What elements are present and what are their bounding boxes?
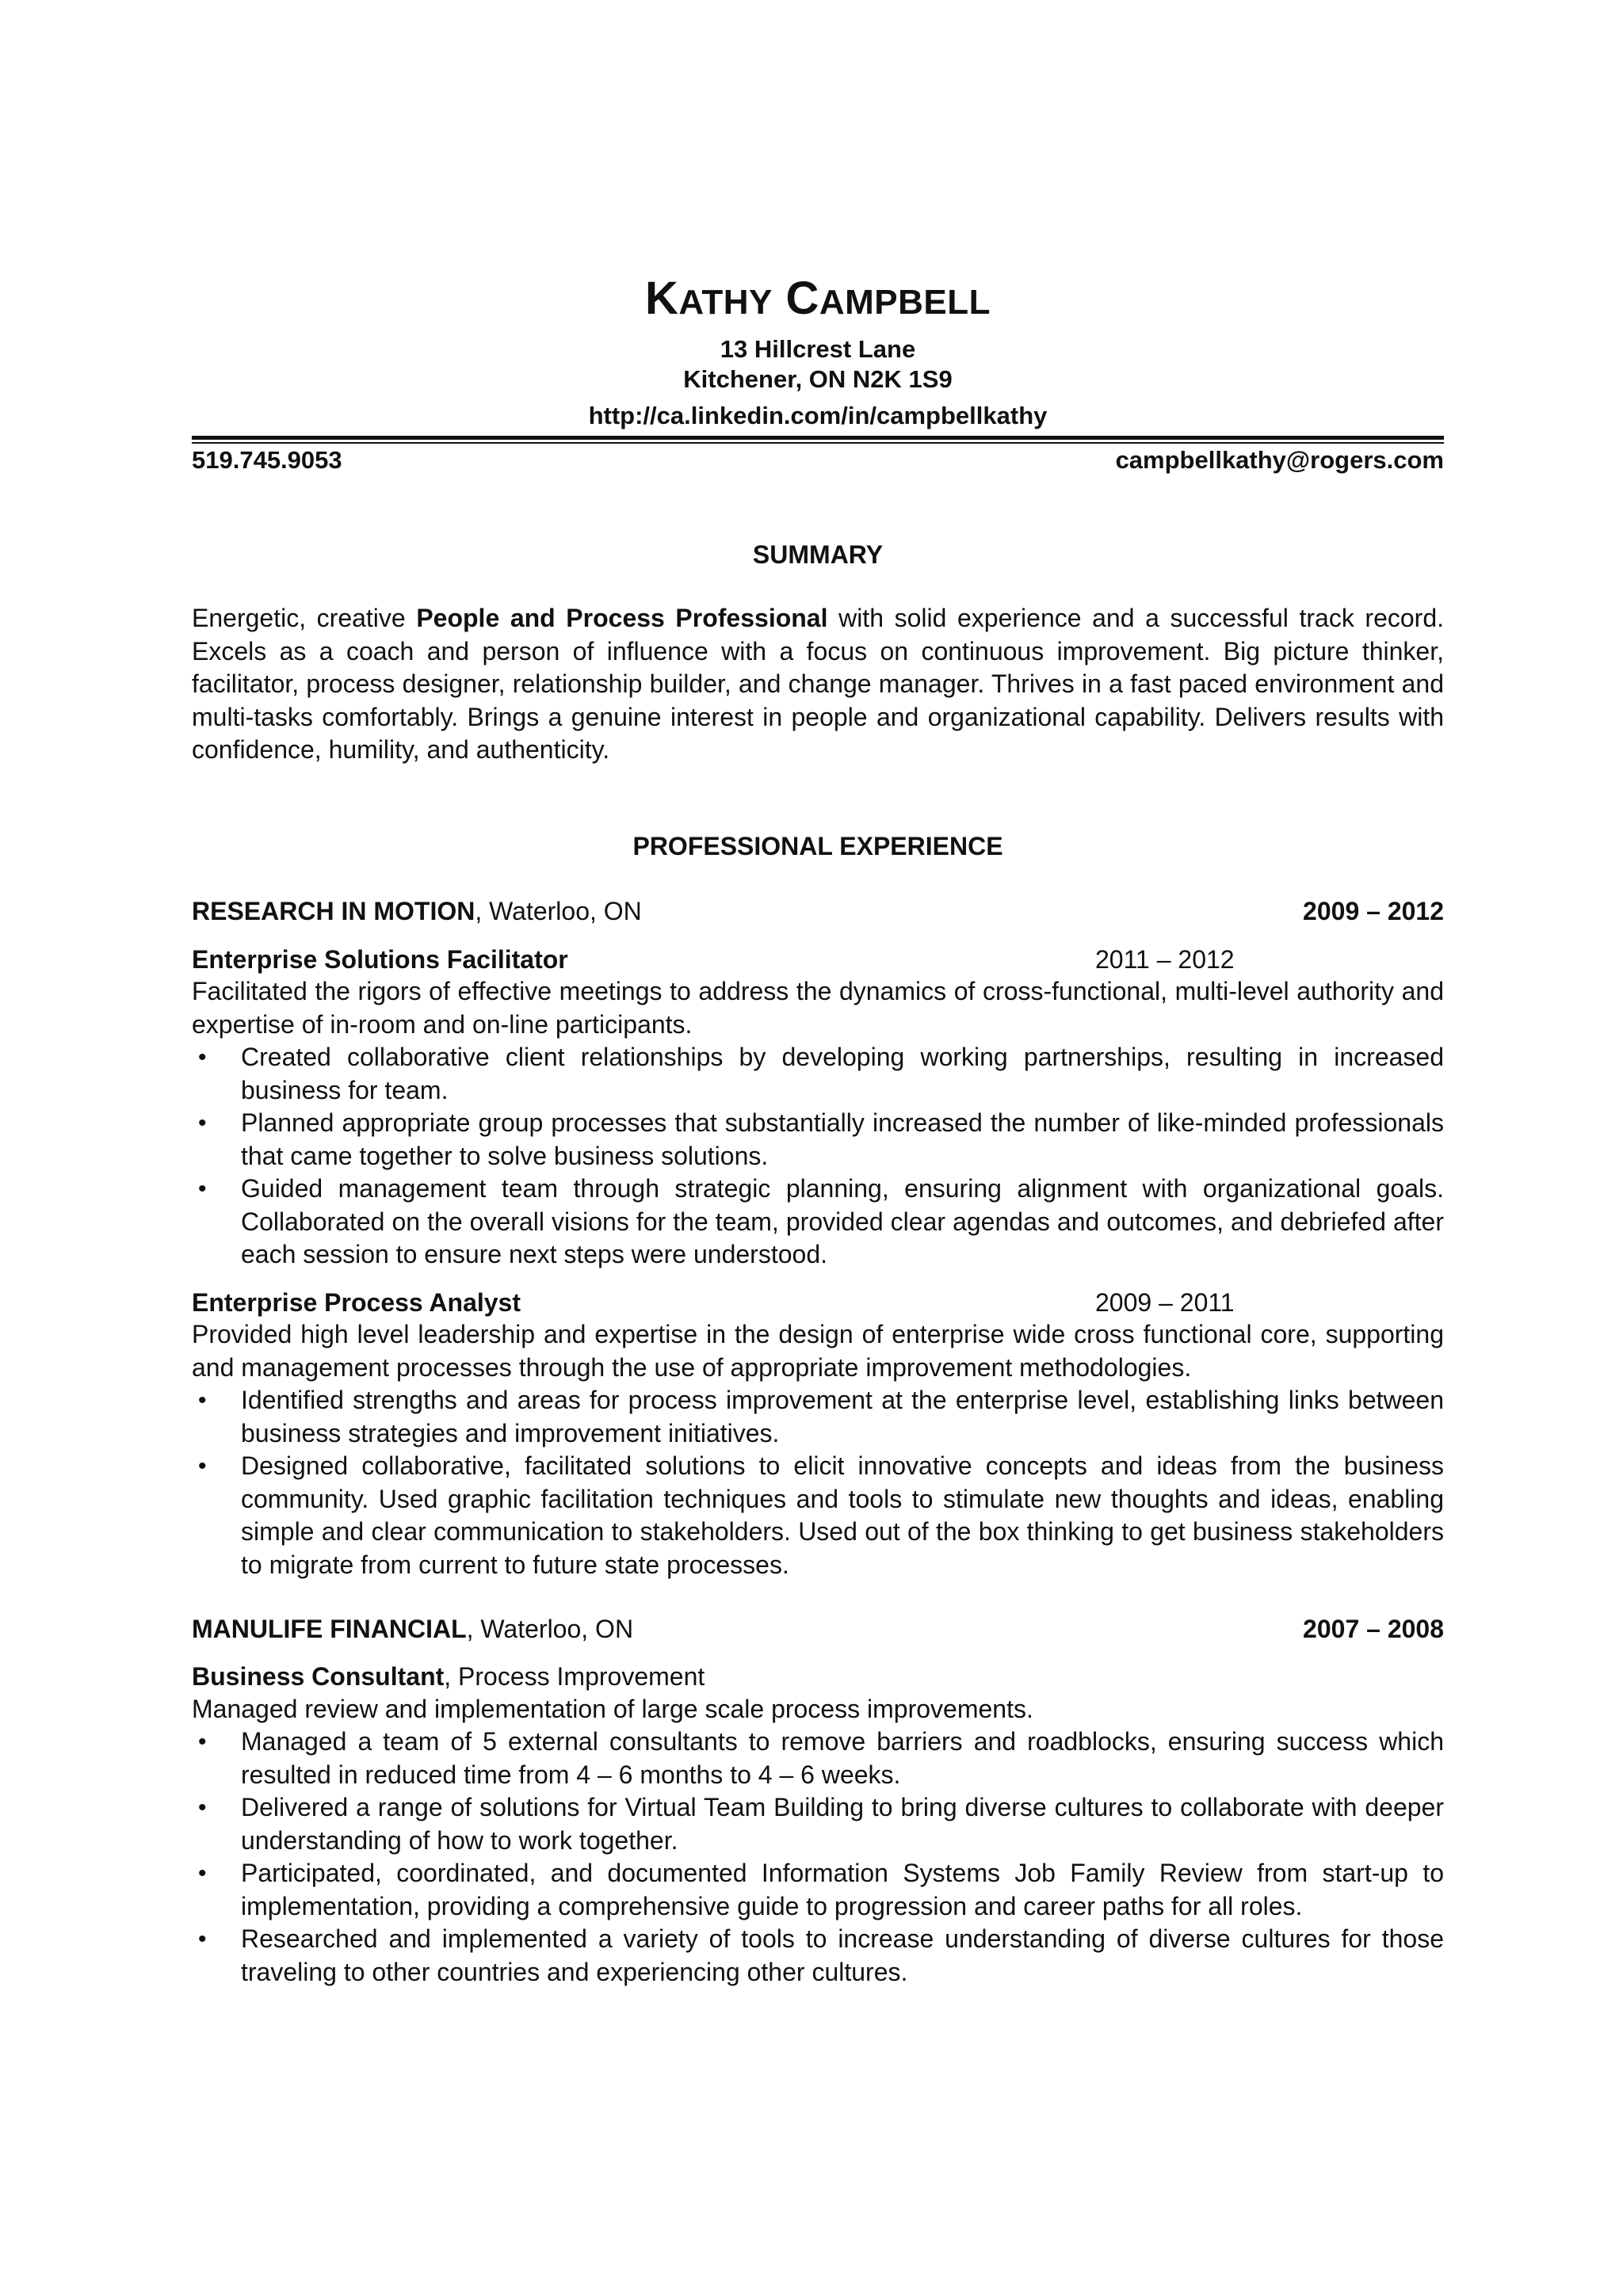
name-last-rest: AMPBELL	[819, 283, 991, 322]
role-bullets	[192, 1726, 1444, 1989]
bullet-text: Participated, coordinated, and documented Information Systems Job Family Review from start-up to implementation, providing a comprehensive guide to progression and career paths for all roles.	[241, 1859, 1444, 1920]
summary-body: with solid experience and a successful track record. Excels as a coach and person of influence with a focus on continuous improvement. Big picture thinker, facilitator, process designer, relationship builder, and change manager. Thrives in a fast paced environment and multi-tasks comfortably. Brings a genuine interest in people and organizational capability. Delivers results with confidence, humility, and authenticity.	[192, 604, 1445, 764]
role-heading	[192, 944, 1444, 975]
bullet-icon: •	[198, 1044, 207, 1070]
bullet-text: Researched and implemented a variety of tools to increase understanding of diverse cultures for those traveling to other countries and experiencing other cultures.	[241, 1924, 1444, 1986]
phone-number: 519.745.9053	[192, 446, 342, 474]
employer-heading	[192, 895, 1444, 927]
employer-heading	[192, 1613, 1444, 1645]
address-line-1: 13 Hillcrest Lane	[720, 335, 916, 363]
role-description: Provided high level leadership and expertise in the design of enterprise wide cross functional core, supporting and management processes through the use of appropriate improvement methodologies.	[192, 1320, 1444, 1382]
employer-location: , Waterloo, ON	[466, 1615, 634, 1643]
employer-name: MANULIFE FINANCIAL	[192, 1615, 467, 1643]
list-item	[192, 1791, 1444, 1857]
header-rule-thin	[192, 442, 1444, 444]
email-address[interactable]: campbellkathy@rogers.com	[1115, 446, 1444, 474]
bullet-text: Guided management team through strategic planning, ensuring alignment with organizational goals. Collaborated on the overall visions for the team, provided clear agendas and outcomes, and debriefed after each session to ensure next steps were understood.	[241, 1174, 1444, 1268]
bullet-icon: •	[198, 1794, 207, 1821]
summary-paragraph	[192, 602, 1444, 767]
bullet-text: Identified strengths and areas for process improvement at the enterprise level, establishing links between business strategies and improvement initiatives.	[241, 1386, 1444, 1447]
name-last-initial: C	[785, 273, 819, 324]
bullet-text: Designed collaborative, facilitated solutions to elicit innovative concepts and ideas from the business community. Used graphic facilitation techniques and tools to stimulate new thoughts and ideas, enabling simple and clear communication to stakeholders. Used out of the box thinking to get business stakeholders to migrate from current to future state processes.	[241, 1451, 1444, 1579]
summary-heading: SUMMARY	[752, 540, 884, 569]
experience-heading: PROFESSIONAL EXPERIENCE	[632, 832, 1003, 860]
name-first-rest: ATHY	[678, 283, 773, 322]
bullet-icon: •	[198, 1387, 207, 1413]
list-item	[192, 1923, 1444, 1989]
role-description: Facilitated the rigors of effective meetings to address the dynamics of cross-functional, multi-level authority and expertise of in-room and on-line participants.	[192, 977, 1444, 1039]
role-bullets	[192, 1041, 1444, 1272]
address-line-2: Kitchener, ON N2K 1S9	[683, 365, 953, 393]
bullet-text: Delivered a range of solutions for Virtual Team Building to bring diverse cultures to collaborate with deeper understanding of how to work together.	[241, 1793, 1444, 1855]
bullet-icon: •	[198, 1926, 207, 1952]
linkedin-link[interactable]: http://ca.linkedin.com/in/campbellkathy	[588, 402, 1048, 429]
bullet-text: Planned appropriate group processes that substantially increased the number of like-minded professionals that came together to solve business solutions.	[241, 1108, 1444, 1170]
list-item	[192, 1726, 1444, 1791]
list-item	[192, 1450, 1444, 1581]
role-bullets	[192, 1384, 1444, 1581]
employer-years: 2007 – 2008	[1303, 1615, 1444, 1643]
bullet-text: Managed a team of 5 external consultants to remove barriers and roadblocks, ensuring success which resulted in reduced time from 4 – 6 months to 4 – 6 weeks.	[241, 1727, 1444, 1789]
role-years: 2009 – 2011	[1095, 1288, 1235, 1317]
summary-highlight: People and Process Professional	[416, 604, 828, 632]
role-subtitle: , Process Improvement	[444, 1662, 705, 1691]
employer-location: , Waterloo, ON	[475, 897, 642, 925]
role-title: Enterprise Solutions Facilitator	[192, 945, 568, 974]
name-first-initial: K	[644, 273, 679, 324]
candidate-name	[192, 271, 1444, 330]
list-item	[192, 1107, 1444, 1173]
contact-row	[192, 445, 1444, 475]
header-rule-thick	[192, 436, 1444, 440]
employer-name: RESEARCH IN MOTION	[192, 897, 475, 925]
bullet-text: Created collaborative client relationships by developing working partnerships, resulting in increased business for team.	[241, 1043, 1444, 1104]
role-heading	[192, 1287, 1444, 1318]
bullet-icon: •	[198, 1453, 207, 1479]
role-heading	[192, 1661, 1444, 1692]
list-item	[192, 1384, 1444, 1450]
bullet-icon: •	[198, 1176, 207, 1202]
role-title: Enterprise Process Analyst	[192, 1288, 521, 1317]
summary-intro: Energetic, creative	[192, 604, 417, 632]
bullet-icon: •	[198, 1729, 207, 1755]
employer-years: 2009 – 2012	[1303, 897, 1444, 925]
role-title: Business Consultant	[192, 1662, 445, 1691]
list-item	[192, 1857, 1444, 1923]
bullet-icon: •	[198, 1860, 207, 1886]
list-item	[192, 1041, 1444, 1107]
bullet-icon: •	[198, 1110, 207, 1136]
list-item	[192, 1173, 1444, 1272]
role-years: 2011 – 2012	[1095, 945, 1235, 974]
role-description: Managed review and implementation of large scale process improvements.	[192, 1695, 1033, 1723]
